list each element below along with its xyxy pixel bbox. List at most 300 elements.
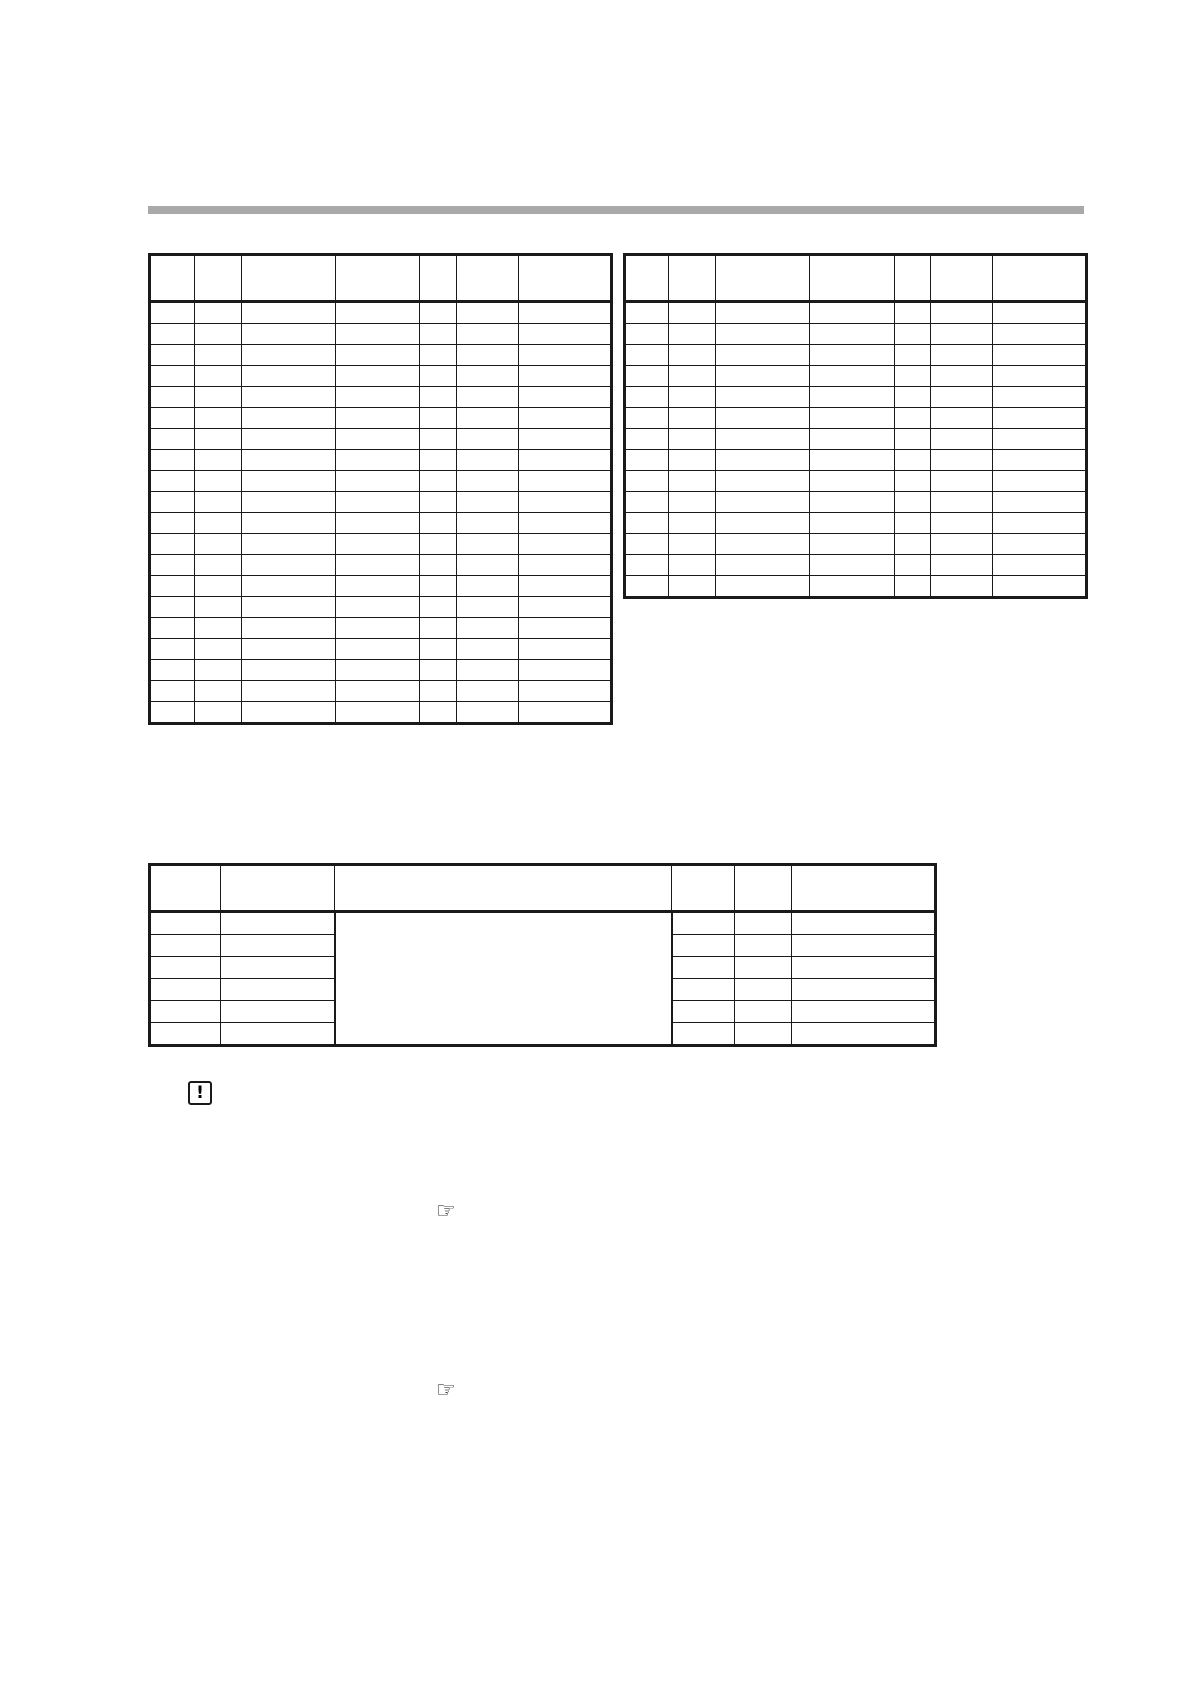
- table-cell: [336, 618, 420, 639]
- table-cell: [420, 471, 457, 492]
- table-cell: [625, 408, 669, 429]
- table-cell: [420, 366, 457, 387]
- table-cell: [420, 597, 457, 618]
- table-cell: [993, 387, 1087, 408]
- table-cell: [457, 639, 519, 660]
- table-row: [150, 429, 612, 450]
- table-cell: [993, 513, 1087, 534]
- table-cell: [716, 324, 810, 345]
- header-cell: [669, 255, 716, 302]
- table-row: [150, 681, 612, 702]
- table-cell: [716, 429, 810, 450]
- table-cell: [519, 681, 612, 702]
- table-cell: [810, 302, 895, 324]
- table-cell: [457, 492, 519, 513]
- table-cell: [931, 450, 993, 471]
- table-cell: [625, 324, 669, 345]
- table-cell: [457, 534, 519, 555]
- table-cell: [195, 302, 242, 324]
- table-cell: [931, 302, 993, 324]
- table-cell: [792, 912, 936, 935]
- table-cell: [519, 471, 612, 492]
- header-cell: [810, 255, 895, 302]
- table-cell: [336, 555, 420, 576]
- table-cell: [895, 345, 931, 366]
- table-cell: [810, 345, 895, 366]
- table-cell: [242, 324, 336, 345]
- header-cell: [242, 255, 336, 302]
- table-cell: [457, 597, 519, 618]
- table-cell: [195, 324, 242, 345]
- table-cell: [195, 492, 242, 513]
- table-cell: [420, 534, 457, 555]
- table-cell: [195, 597, 242, 618]
- table-cell: [150, 534, 195, 555]
- table-cell: [993, 576, 1087, 598]
- table-cell: [195, 702, 242, 724]
- table-cell: [625, 492, 669, 513]
- table-cell: [242, 555, 336, 576]
- table-cell: [931, 555, 993, 576]
- table-cell: [810, 513, 895, 534]
- table-cell: [519, 302, 612, 324]
- table-row: [150, 555, 612, 576]
- table-row: [150, 324, 612, 345]
- table-cell: [150, 513, 195, 534]
- table-row: [150, 576, 612, 597]
- table-cell: [792, 935, 936, 957]
- table-cell: [931, 492, 993, 513]
- header-cell: [221, 865, 335, 912]
- table-cell: [195, 555, 242, 576]
- table-cell: [242, 618, 336, 639]
- table-header-row: [150, 255, 612, 302]
- table-cell: [735, 912, 792, 935]
- table-cell: [242, 534, 336, 555]
- table-cell: [716, 576, 810, 598]
- table-cell: [336, 324, 420, 345]
- table-row: [625, 513, 1087, 534]
- table-cell: [420, 450, 457, 471]
- table-cell: [625, 450, 669, 471]
- table-cell: [420, 345, 457, 366]
- table-cell: [221, 912, 335, 935]
- table-cell: [669, 324, 716, 345]
- table-cell: [195, 660, 242, 681]
- header-cell: [519, 255, 612, 302]
- table-cell: [336, 639, 420, 660]
- table-row: [625, 345, 1087, 366]
- table-cell: [625, 302, 669, 324]
- table-cell: [457, 618, 519, 639]
- table-cell: [993, 366, 1087, 387]
- table-cell: [150, 408, 195, 429]
- table-cell: [221, 1023, 335, 1046]
- table-cell: [336, 366, 420, 387]
- table-cell: [457, 660, 519, 681]
- table-cell: [420, 387, 457, 408]
- table-cell: [735, 1001, 792, 1023]
- table-row: [150, 408, 612, 429]
- table-cell: [221, 1001, 335, 1023]
- table-cell: [993, 471, 1087, 492]
- table-cell: [735, 957, 792, 979]
- table-cell: [716, 534, 810, 555]
- table-row: [150, 639, 612, 660]
- table-cell: [519, 576, 612, 597]
- table-cell: [195, 408, 242, 429]
- table-cell: [457, 471, 519, 492]
- table-cell: [150, 1001, 221, 1023]
- table-cell: [993, 345, 1087, 366]
- table-cell: [420, 429, 457, 450]
- table-cell: [420, 408, 457, 429]
- table-row: [625, 429, 1087, 450]
- table-cell: [221, 957, 335, 979]
- table-cell: [221, 935, 335, 957]
- table-cell: [672, 1023, 735, 1046]
- table-cell: [150, 957, 221, 979]
- table-cell: [993, 450, 1087, 471]
- table-cell: [336, 576, 420, 597]
- table-cell: [895, 429, 931, 450]
- header-rule: [148, 206, 1084, 214]
- table-cell: [716, 555, 810, 576]
- table-row: [150, 450, 612, 471]
- table-cell: [336, 681, 420, 702]
- table-cell: [150, 618, 195, 639]
- table-cell: [810, 492, 895, 513]
- table-cell: [672, 1001, 735, 1023]
- table-cell: [931, 408, 993, 429]
- table-cell: [150, 1023, 221, 1046]
- table-cell: [792, 1001, 936, 1023]
- table-cell: [195, 618, 242, 639]
- table-cell: [895, 324, 931, 345]
- table-cell: [195, 534, 242, 555]
- table-header-row: [150, 865, 936, 912]
- table-left: [148, 253, 613, 725]
- table-cell: [669, 429, 716, 450]
- table-cell: [336, 450, 420, 471]
- table-cell: [519, 639, 612, 660]
- header-cell: [457, 255, 519, 302]
- table-cell: [242, 660, 336, 681]
- header-cell: [735, 865, 792, 912]
- table-cell: [242, 681, 336, 702]
- table-cell: [735, 935, 792, 957]
- table-cell: [150, 366, 195, 387]
- table-header-row: [625, 255, 1087, 302]
- table-cell: [195, 681, 242, 702]
- table-cell: [242, 702, 336, 724]
- header-cell: [336, 255, 420, 302]
- table-cell: [519, 702, 612, 724]
- header-cell: [931, 255, 993, 302]
- table-cell: [195, 345, 242, 366]
- table-cell: [150, 324, 195, 345]
- table-cell: [420, 702, 457, 724]
- table-cell: [993, 555, 1087, 576]
- table-cell: [336, 429, 420, 450]
- table-cell: [810, 555, 895, 576]
- table-bottom: [148, 863, 937, 1047]
- table-row: [625, 492, 1087, 513]
- table-cell: [457, 555, 519, 576]
- table-cell: [993, 408, 1087, 429]
- table-cell: [519, 387, 612, 408]
- table-cell: [242, 513, 336, 534]
- table-cell: [895, 576, 931, 598]
- table-cell: [669, 302, 716, 324]
- table-cell: [669, 576, 716, 598]
- table-cell: [669, 345, 716, 366]
- table-row: [150, 912, 936, 935]
- table-cell: [420, 618, 457, 639]
- table-cell: [457, 302, 519, 324]
- table-cell: [519, 324, 612, 345]
- table-cell: [895, 450, 931, 471]
- table-cell: [716, 513, 810, 534]
- table-cell: [716, 387, 810, 408]
- table-cell: [242, 429, 336, 450]
- table-cell: [457, 387, 519, 408]
- table-row: [150, 597, 612, 618]
- table-cell: [519, 366, 612, 387]
- merged-cell: [335, 912, 672, 1046]
- table-cell: [519, 597, 612, 618]
- pointing-hand-icon: ☞: [436, 1378, 456, 1403]
- table-row: [150, 618, 612, 639]
- table-cell: [420, 576, 457, 597]
- table-cell: [993, 429, 1087, 450]
- table-row: [625, 471, 1087, 492]
- table-cell: [336, 302, 420, 324]
- table-cell: [519, 555, 612, 576]
- table-cell: [150, 345, 195, 366]
- table-row: [625, 324, 1087, 345]
- table-cell: [150, 492, 195, 513]
- table-cell: [150, 979, 221, 1001]
- table-cell: [242, 366, 336, 387]
- table-cell: [931, 471, 993, 492]
- table-cell: [519, 429, 612, 450]
- table-cell: [336, 597, 420, 618]
- table-row: [625, 555, 1087, 576]
- table-row: [150, 534, 612, 555]
- table-row: [625, 534, 1087, 555]
- table-cell: [195, 513, 242, 534]
- table-cell: [420, 302, 457, 324]
- table-cell: [716, 366, 810, 387]
- table-right: [623, 253, 1088, 599]
- table-cell: [895, 513, 931, 534]
- table-cell: [895, 534, 931, 555]
- table-cell: [195, 429, 242, 450]
- table-row: [150, 366, 612, 387]
- table-cell: [150, 429, 195, 450]
- header-cell: [993, 255, 1087, 302]
- table-cell: [625, 534, 669, 555]
- table-row: [150, 302, 612, 324]
- table-cell: [457, 702, 519, 724]
- table-cell: [420, 660, 457, 681]
- table-cell: [895, 555, 931, 576]
- table-cell: [457, 408, 519, 429]
- table-cell: [195, 576, 242, 597]
- header-cell: [150, 865, 221, 912]
- table-cell: [150, 660, 195, 681]
- header-cell: [895, 255, 931, 302]
- caution-icon: !: [188, 1081, 212, 1105]
- table-cell: [669, 492, 716, 513]
- table-cell: [895, 408, 931, 429]
- table-cell: [150, 555, 195, 576]
- table-cell: [931, 345, 993, 366]
- table-cell: [242, 597, 336, 618]
- table-cell: [519, 345, 612, 366]
- table-cell: [735, 1023, 792, 1046]
- table-cell: [810, 450, 895, 471]
- table-cell: [669, 387, 716, 408]
- table-cell: [931, 324, 993, 345]
- table-cell: [457, 345, 519, 366]
- table-cell: [195, 639, 242, 660]
- table-cell: [716, 492, 810, 513]
- table-row: [150, 387, 612, 408]
- table-cell: [669, 408, 716, 429]
- table-cell: [150, 912, 221, 935]
- table-cell: [931, 387, 993, 408]
- table-cell: [221, 979, 335, 1001]
- table-cell: [336, 408, 420, 429]
- table-cell: [457, 576, 519, 597]
- table-cell: [519, 618, 612, 639]
- table-cell: [336, 345, 420, 366]
- table-cell: [792, 1023, 936, 1046]
- table-cell: [895, 471, 931, 492]
- table-cell: [420, 492, 457, 513]
- table-cell: [242, 387, 336, 408]
- table-cell: [993, 324, 1087, 345]
- table-cell: [457, 366, 519, 387]
- table-cell: [931, 576, 993, 598]
- table-cell: [336, 387, 420, 408]
- table-cell: [150, 471, 195, 492]
- table-cell: [420, 555, 457, 576]
- table-cell: [716, 302, 810, 324]
- table-cell: [792, 979, 936, 1001]
- table-cell: [669, 450, 716, 471]
- table-cell: [792, 957, 936, 979]
- table-cell: [931, 513, 993, 534]
- table-row: [150, 345, 612, 366]
- table-cell: [672, 957, 735, 979]
- table-row: [625, 302, 1087, 324]
- table-row: [625, 450, 1087, 471]
- table-row: [625, 366, 1087, 387]
- table-cell: [195, 450, 242, 471]
- table-cell: [420, 639, 457, 660]
- table-cell: [242, 639, 336, 660]
- table-cell: [242, 576, 336, 597]
- table-cell: [895, 387, 931, 408]
- table-cell: [336, 492, 420, 513]
- table-cell: [242, 408, 336, 429]
- table-cell: [669, 534, 716, 555]
- table-cell: [336, 471, 420, 492]
- table-cell: [150, 935, 221, 957]
- table-cell: [672, 979, 735, 1001]
- table-cell: [810, 324, 895, 345]
- table-cell: [519, 660, 612, 681]
- table-row: [150, 513, 612, 534]
- table-cell: [993, 534, 1087, 555]
- table-row: [150, 471, 612, 492]
- table-cell: [895, 302, 931, 324]
- table-cell: [625, 555, 669, 576]
- table-cell: [336, 513, 420, 534]
- table-cell: [716, 408, 810, 429]
- table-cell: [150, 597, 195, 618]
- table-cell: [669, 366, 716, 387]
- table-cell: [457, 450, 519, 471]
- table-row: [625, 387, 1087, 408]
- header-cell: [716, 255, 810, 302]
- table-cell: [420, 513, 457, 534]
- header-cell: [150, 255, 195, 302]
- table-cell: [519, 534, 612, 555]
- table-row: [150, 660, 612, 681]
- table-cell: [195, 387, 242, 408]
- table-cell: [993, 492, 1087, 513]
- table-cell: [150, 450, 195, 471]
- table-cell: [993, 302, 1087, 324]
- table-cell: [242, 492, 336, 513]
- table-cell: [150, 302, 195, 324]
- table-cell: [336, 702, 420, 724]
- table-cell: [420, 681, 457, 702]
- table-cell: [810, 576, 895, 598]
- table-row: [150, 702, 612, 724]
- table-cell: [336, 660, 420, 681]
- header-cell: [195, 255, 242, 302]
- table-cell: [457, 324, 519, 345]
- table-cell: [195, 471, 242, 492]
- table-cell: [195, 366, 242, 387]
- table-cell: [810, 534, 895, 555]
- pointing-hand-icon: ☞: [436, 1199, 456, 1224]
- table-row: [625, 408, 1087, 429]
- table-cell: [669, 555, 716, 576]
- table-cell: [810, 429, 895, 450]
- table-row: [150, 492, 612, 513]
- table-cell: [669, 513, 716, 534]
- table-cell: [625, 345, 669, 366]
- table-cell: [810, 471, 895, 492]
- table-cell: [242, 471, 336, 492]
- table-cell: [150, 639, 195, 660]
- table-cell: [716, 471, 810, 492]
- table-cell: [672, 935, 735, 957]
- table-cell: [519, 513, 612, 534]
- header-cell: [672, 865, 735, 912]
- header-cell: [792, 865, 936, 912]
- table-cell: [150, 387, 195, 408]
- table-cell: [625, 429, 669, 450]
- table-cell: [625, 513, 669, 534]
- table-cell: [150, 576, 195, 597]
